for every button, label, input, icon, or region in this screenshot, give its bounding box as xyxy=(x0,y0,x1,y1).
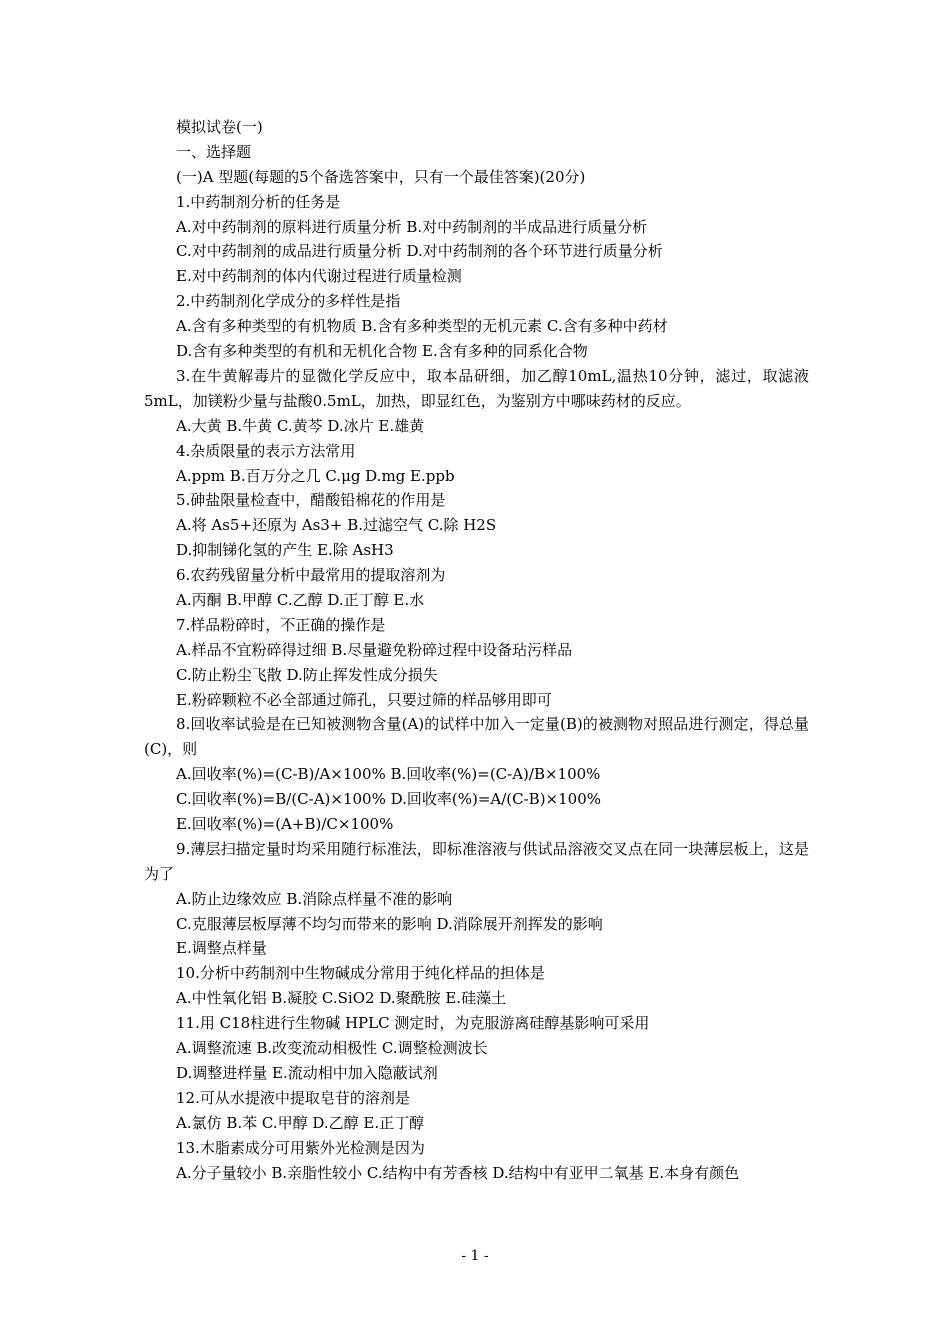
question-5-options-1: A.将 As5+还原为 As3+ B.过滤空气 C.除 H2S xyxy=(176,516,497,535)
question-1-options-1: A.对中药制剂的原料进行质量分析 B.对中药制剂的半成品进行质量分析 xyxy=(176,217,648,236)
question-2-options-2: D.含有多种类型的有机和无机化合物 E.含有多种的同系化合物 xyxy=(176,342,588,361)
question-13-stem: 13.木脂素成分可用紫外光检测是因为 xyxy=(176,1138,425,1157)
question-8-stem: 8.回收率试验是在已知被测物含量(A)的试样中加入一定量(B)的被测物对照品进行测定，得总量(C)，则 xyxy=(144,715,809,759)
question-9-options-3: E.调整点样量 xyxy=(176,939,267,958)
question-7-options-2: C.防止粉尘飞散 D.防止挥发性成分损失 xyxy=(176,665,438,684)
document-title: 模拟试卷(一) xyxy=(176,118,263,136)
question-13-options-1: A.分子量较小 B.亲脂性较小 C.结构中有芳香核 D.结构中有亚甲二氧基 E.本身有颜色 xyxy=(176,1163,740,1182)
question-12-options-1: A.氯仿 B.苯 C.甲醇 D.乙醇 E.正丁醇 xyxy=(176,1113,425,1132)
question-2-options-1: A.含有多种类型的有机物质 B.含有多种类型的无机元素 C.含有多种中药材 xyxy=(176,317,668,336)
question-5-options-2: D.抑制锑化氢的产生 E.除 AsH3 xyxy=(176,541,394,560)
document-body xyxy=(144,115,809,1185)
question-11-stem: 11.用 C18柱进行生物碱 HPLC 测定时，为克服游离硅醇基影响可采用 xyxy=(176,1014,650,1033)
question-10-options-1: A.中性氧化铝 B.凝胶 C.SiO2 D.聚酰胺 E.硅藻土 xyxy=(176,989,507,1008)
question-11-options-2: D.调整进样量 E.流动相中加入隐蔽试剂 xyxy=(176,1063,438,1082)
question-9-options-1: A.防止边缘效应 B.消除点样量不准的影响 xyxy=(176,889,453,908)
subsection-heading: (一)A 型题(每题的5个备选答案中，只有一个最佳答案)(20分) xyxy=(176,167,586,186)
question-8-options-1: A.回收率(%)=(C-B)/A×100% B.回收率(%)=(C-A)/B×100% xyxy=(176,765,601,784)
question-9-stem: 9.薄层扫描定量时均采用随行标准法，即标准溶液与供试品溶液交叉点在同一块薄层板上，这是为了 xyxy=(144,839,809,883)
page-number: - 1 - xyxy=(461,1248,489,1264)
question-1-options-2: C.对中药制剂的成品进行质量分析 D.对中药制剂的各个环节进行质量分析 xyxy=(176,242,663,261)
question-3-options-1: A.大黄 B.牛黄 C.黄芩 D.冰片 E.雄黄 xyxy=(176,416,425,435)
question-10-stem: 10.分析中药制剂中生物碱成分常用于纯化样品的担体是 xyxy=(176,964,545,983)
section-heading: 一、选择题 xyxy=(176,142,252,161)
question-2-stem: 2.中药制剂化学成分的多样性是指 xyxy=(176,292,401,311)
question-5-stem: 5.砷盐限量检查中，醋酸铅棉花的作用是 xyxy=(176,491,446,510)
question-7-options-1: A.样品不宜粉碎得过细 B.尽量避免粉碎过程中设备玷污样品 xyxy=(176,640,573,659)
question-4-stem: 4.杂质限量的表示方法常用 xyxy=(176,441,356,460)
question-7-stem: 7.样品粉碎时，不正确的操作是 xyxy=(176,615,386,634)
question-11-options-1: A.调整流速 B.改变流动相极性 C.调整检测波长 xyxy=(176,1039,488,1058)
question-7-options-3: E.粉碎颗粒不必全部通过筛孔，只要过筛的样品够用即可 xyxy=(176,690,552,709)
question-9-options-2: C.克服薄层板厚薄不均匀而带来的影响 D.消除展开剂挥发的影响 xyxy=(176,914,603,933)
question-4-options-1: A.ppm B.百万分之几 C.μg D.mg E.ppb xyxy=(176,466,455,485)
question-12-stem: 12.可从水提液中提取皂苷的溶剂是 xyxy=(176,1088,410,1107)
question-1-options-3: E.对中药制剂的体内代谢过程进行质量检测 xyxy=(176,267,462,286)
question-8-options-3: E.回收率(%)=(A+B)/C×100% xyxy=(176,815,394,833)
question-6-stem: 6.农药残留量分析中最常用的提取溶剂为 xyxy=(176,566,446,585)
question-3-stem: 3.在牛黄解毒片的显微化学反应中，取本品研细，加乙醇10mL,温热10分钟，滤过，取滤液5mL，加镁粉少量与盐酸0.5mL，加热，即显红色，为鉴别方中哪味药材的反应。 xyxy=(144,366,809,410)
question-6-options-1: A.丙酮 B.甲醇 C.乙醇 D.正丁醇 E.水 xyxy=(176,590,425,609)
question-8-options-2: C.回收率(%)=B/(C-A)×100% D.回收率(%)=A/(C-B)×100% xyxy=(176,790,602,809)
question-1-stem: 1.中药制剂分析的任务是 xyxy=(176,192,341,211)
